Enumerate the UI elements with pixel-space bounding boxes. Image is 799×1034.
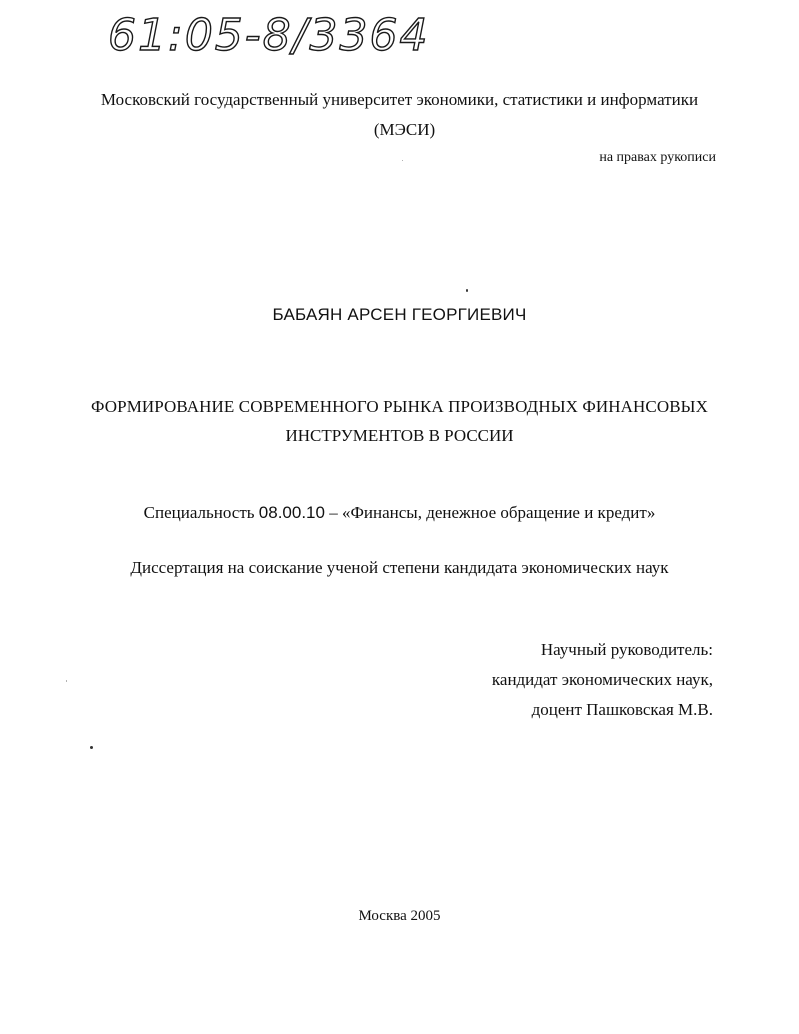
specialty-label: Специальность (143, 503, 255, 522)
author-name: БАБАЯН АРСЕН ГЕОРГИЕВИЧ (272, 305, 527, 324)
archive-stamp-text: 61:05-8/3364 (108, 10, 430, 61)
supervisor-heading: Научный руководитель: (540, 640, 713, 659)
supervisor-degree: кандидат экономических наук, (491, 670, 713, 689)
degree-statement: Диссертация на соискание ученой степени кандидата экономических наук (130, 558, 669, 577)
city-and-year: Москва 2005 (358, 908, 441, 924)
specialty-line (0, 503, 799, 523)
supervisor-name: доцент Пашковская М.В. (531, 700, 713, 719)
specialty-name: – «Финансы, денежное обращение и кредит» (329, 503, 656, 522)
university-abbreviation: (МЭСИ) (373, 120, 436, 139)
university-name: Московский государственный университет экономики, статистики и информатики (100, 90, 699, 109)
dissertation-title-line-1: ФОРМИРОВАНИЕ СОВРЕМЕННОГО РЫНКА ПРОИЗВОДНЫХ ФИНАНСОВЫХ (91, 397, 708, 416)
archive-stamp (108, 4, 468, 66)
dissertation-title-line-2: ИНСТРУМЕНТОВ В РОССИИ (285, 426, 514, 445)
manuscript-rights-note: на правах рукописи (599, 150, 716, 165)
scan-speck (402, 160, 403, 161)
scan-speck (66, 680, 67, 682)
scan-speck (466, 289, 468, 292)
specialty-code: 08.00.10 (258, 503, 325, 522)
scan-speck (90, 746, 93, 749)
